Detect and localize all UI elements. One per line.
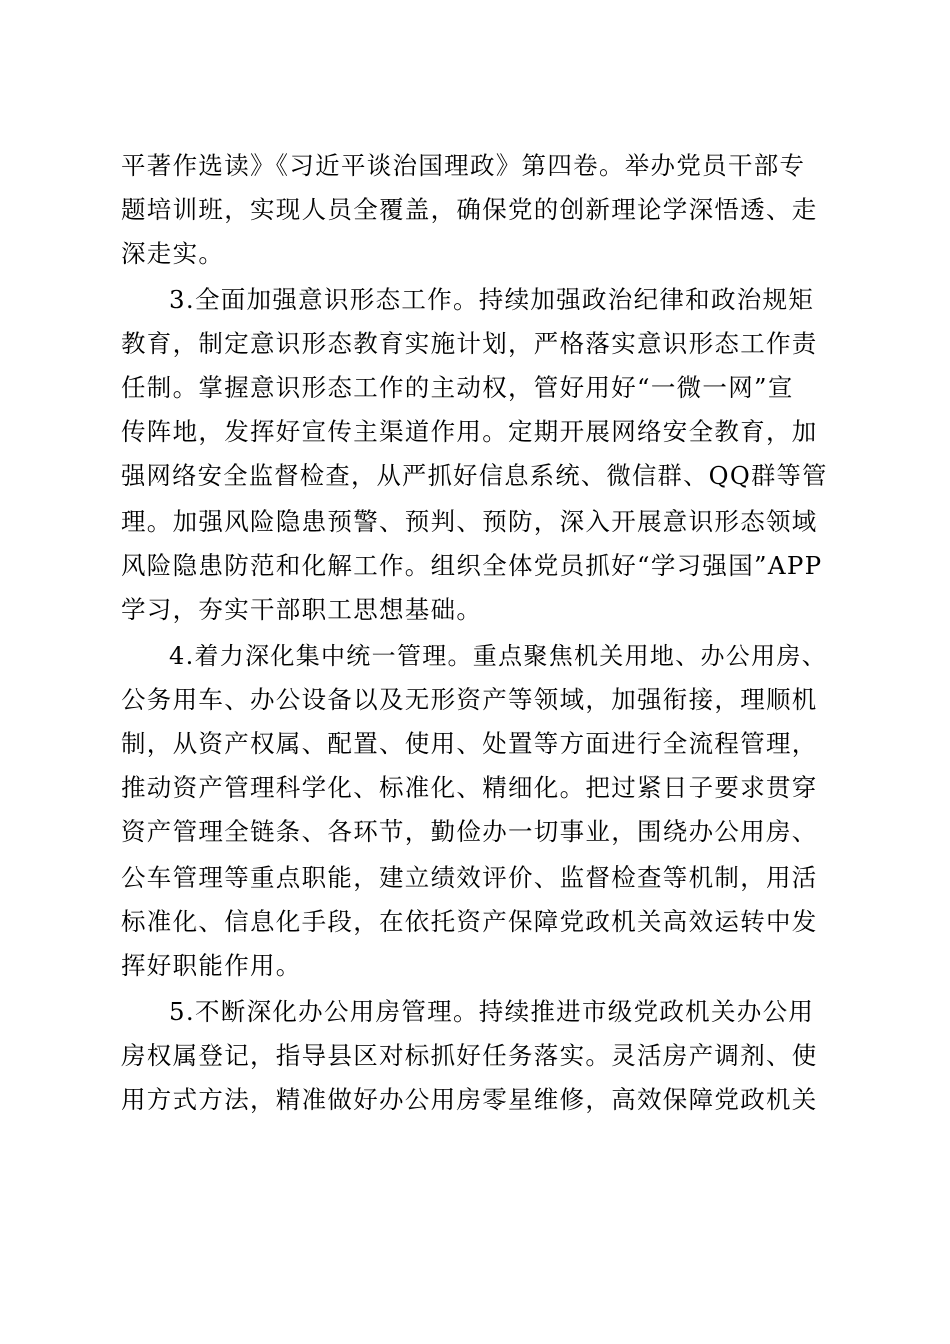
- text-line: 用方式方法，精准做好办公用房零星维修，高效保障党政机关: [121, 1085, 818, 1114]
- text-line: 挥好职能作用。: [121, 951, 302, 980]
- text-line: 强网络安全监督检查，从严抓好信息系统、微信群、QQ群等管: [121, 461, 828, 490]
- text-line: 任制。掌握意识形态工作的主动权，管好用好“一微一网”宣: [121, 373, 794, 402]
- text-line: 平著作选读》《习近平谈治国理政》第四卷。举办党员干部专: [121, 151, 806, 180]
- text-line: 房权属登记，指导县区对标抓好任务落实。灵活房产调剂、使: [121, 1041, 818, 1070]
- text-line: 风险隐患防范和化解工作。组织全体党员抓好“学习强国”APP: [121, 551, 823, 580]
- text-line: 制，从资产权属、配置、使用、处置等方面进行全流程管理，: [121, 729, 818, 758]
- text-line: 资产管理全链条、各环节，勤俭办一切事业，围绕办公用房、: [121, 817, 818, 846]
- text-line: 3.全面加强意识形态工作。持续加强政治纪律和政治规矩: [169, 285, 815, 314]
- text-line: 推动资产管理科学化、标准化、精细化。把过紧日子要求贯穿: [121, 773, 818, 802]
- text-line: 题培训班，实现人员全覆盖，确保党的创新理论学深悟透、走: [121, 195, 818, 224]
- text-line: 理。加强风险隐患预警、预判、预防，深入开展意识形态领域: [121, 507, 818, 536]
- text-line: 深走实。: [121, 239, 225, 268]
- text-line: 标准化、信息化手段，在依托资产保障党政机关高效运转中发: [121, 907, 818, 936]
- text-line: 公务用车、办公设备以及无形资产等领域，加强衔接，理顺机: [121, 685, 818, 714]
- text-line: 传阵地，发挥好宣传主渠道作用。定期开展网络安全教育，加: [121, 417, 818, 446]
- text-line: 4.着力深化集中统一管理。重点聚焦机关用地、办公用房、: [169, 642, 827, 670]
- text-line: 教育，制定意识形态教育实施计划，严格落实意识形态工作责: [121, 329, 818, 358]
- text-line: 公车管理等重点职能，建立绩效评价、监督检查等机制，用活: [121, 863, 818, 892]
- text-line: 5.不断深化办公用房管理。持续推进市级党政机关办公用: [169, 997, 815, 1026]
- text-line: 学习，夯实干部职工思想基础。: [121, 595, 483, 624]
